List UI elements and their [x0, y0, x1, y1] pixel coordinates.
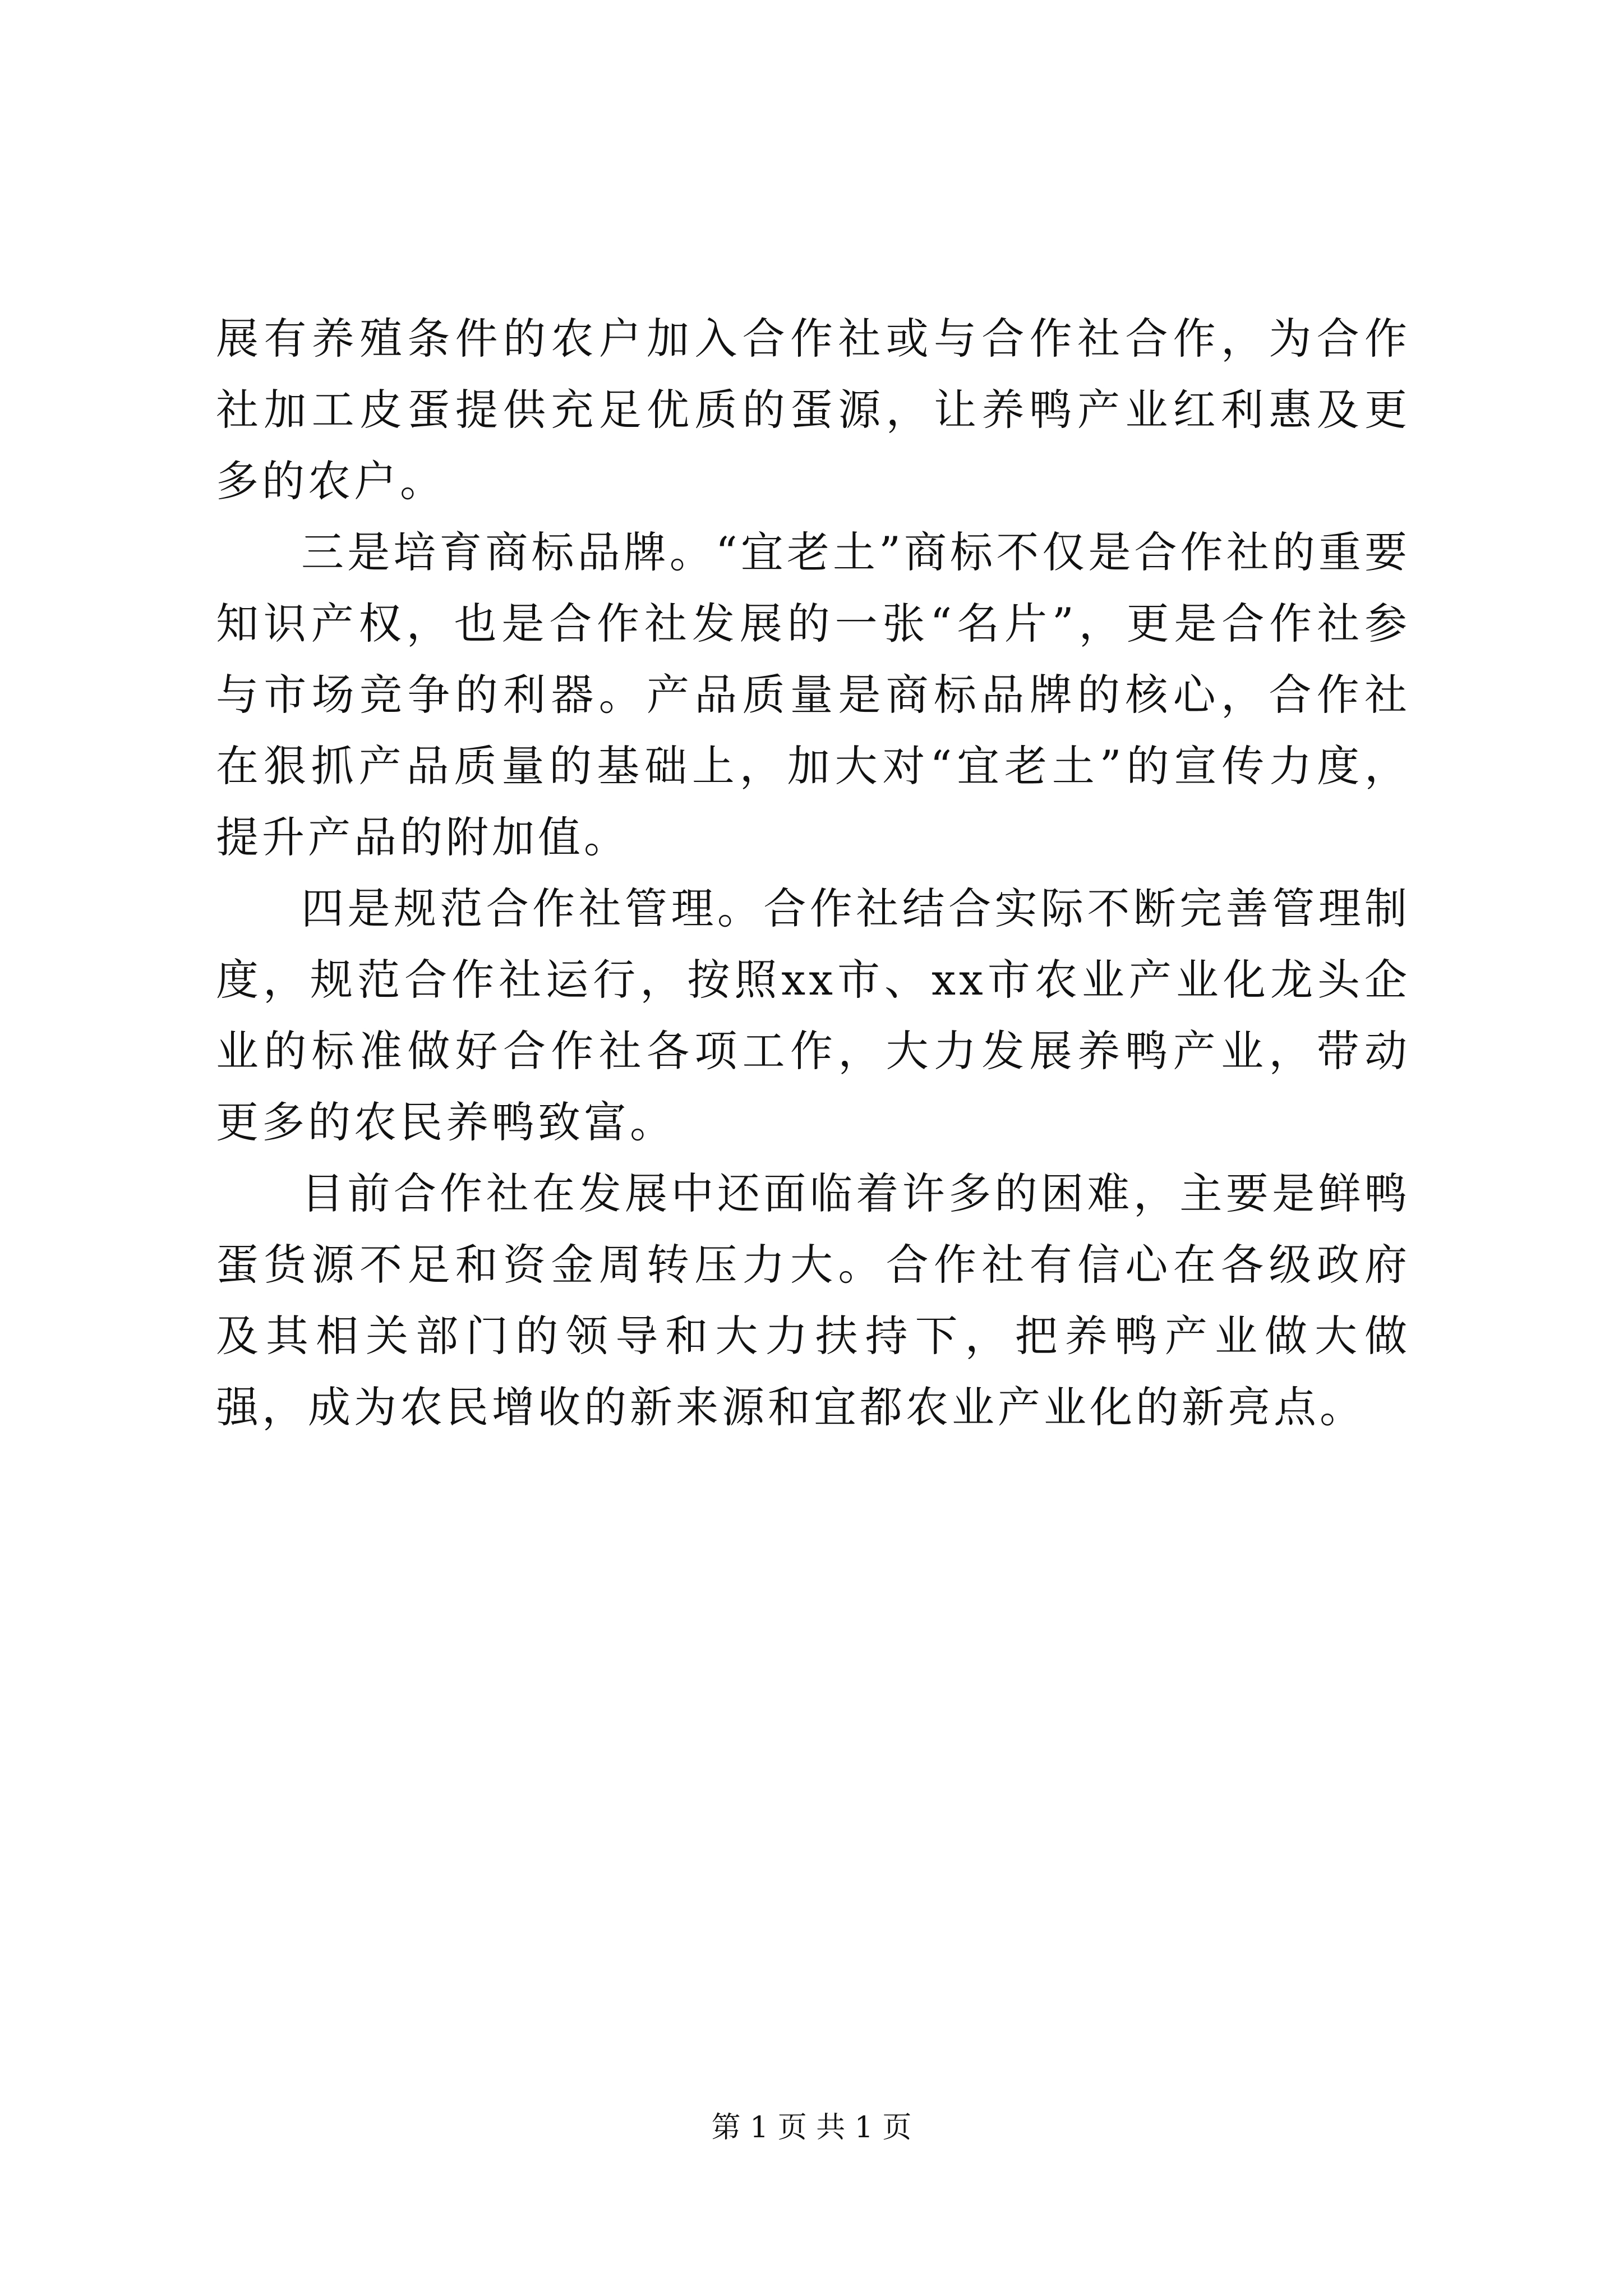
paragraph-challenges: 目前合作社在发展中还面临着许多的困难，主要是鲜鸭蛋货源不足和资金周转压力大。合作社有信心在各级政府及其相关部门的领导和大力扶持下，把养鸭产业做大做强，成为农民增收的新来源和宜都农业产业化的新亮点。	[216, 1168, 1410, 1432]
page-number-footer: 第 1 页 共 1 页	[711, 2111, 912, 2145]
paragraph-continued: 展有养殖条件的农户加入合作社或与合作社合作，为合作社加工皮蛋提供充足优质的蛋源，让养鸭产业红利惠及更多的农户。	[216, 314, 1410, 506]
paragraph-management: 四是规范合作社管理。合作社结合实际不断完善管理制度，规范合作社运行，按照xx市、xx市农业产业化龙头企业的标准做好合作社各项工作，大力发展养鸭产业，带动更多的农民养鸭致富。	[216, 884, 1410, 1147]
document-body	[216, 303, 1410, 1443]
paragraph-brand: 三是培育商标品牌。“宜老土”商标不仅是合作社的重要知识产权，也是合作社发展的一张“名片”，更是合作社参与市场竞争的利器。产品质量是商标品牌的核心，合作社在狠抓产品质量的基础上，加大对“宜老土”的宣传力度，提升产品的附加值。	[216, 527, 1410, 862]
